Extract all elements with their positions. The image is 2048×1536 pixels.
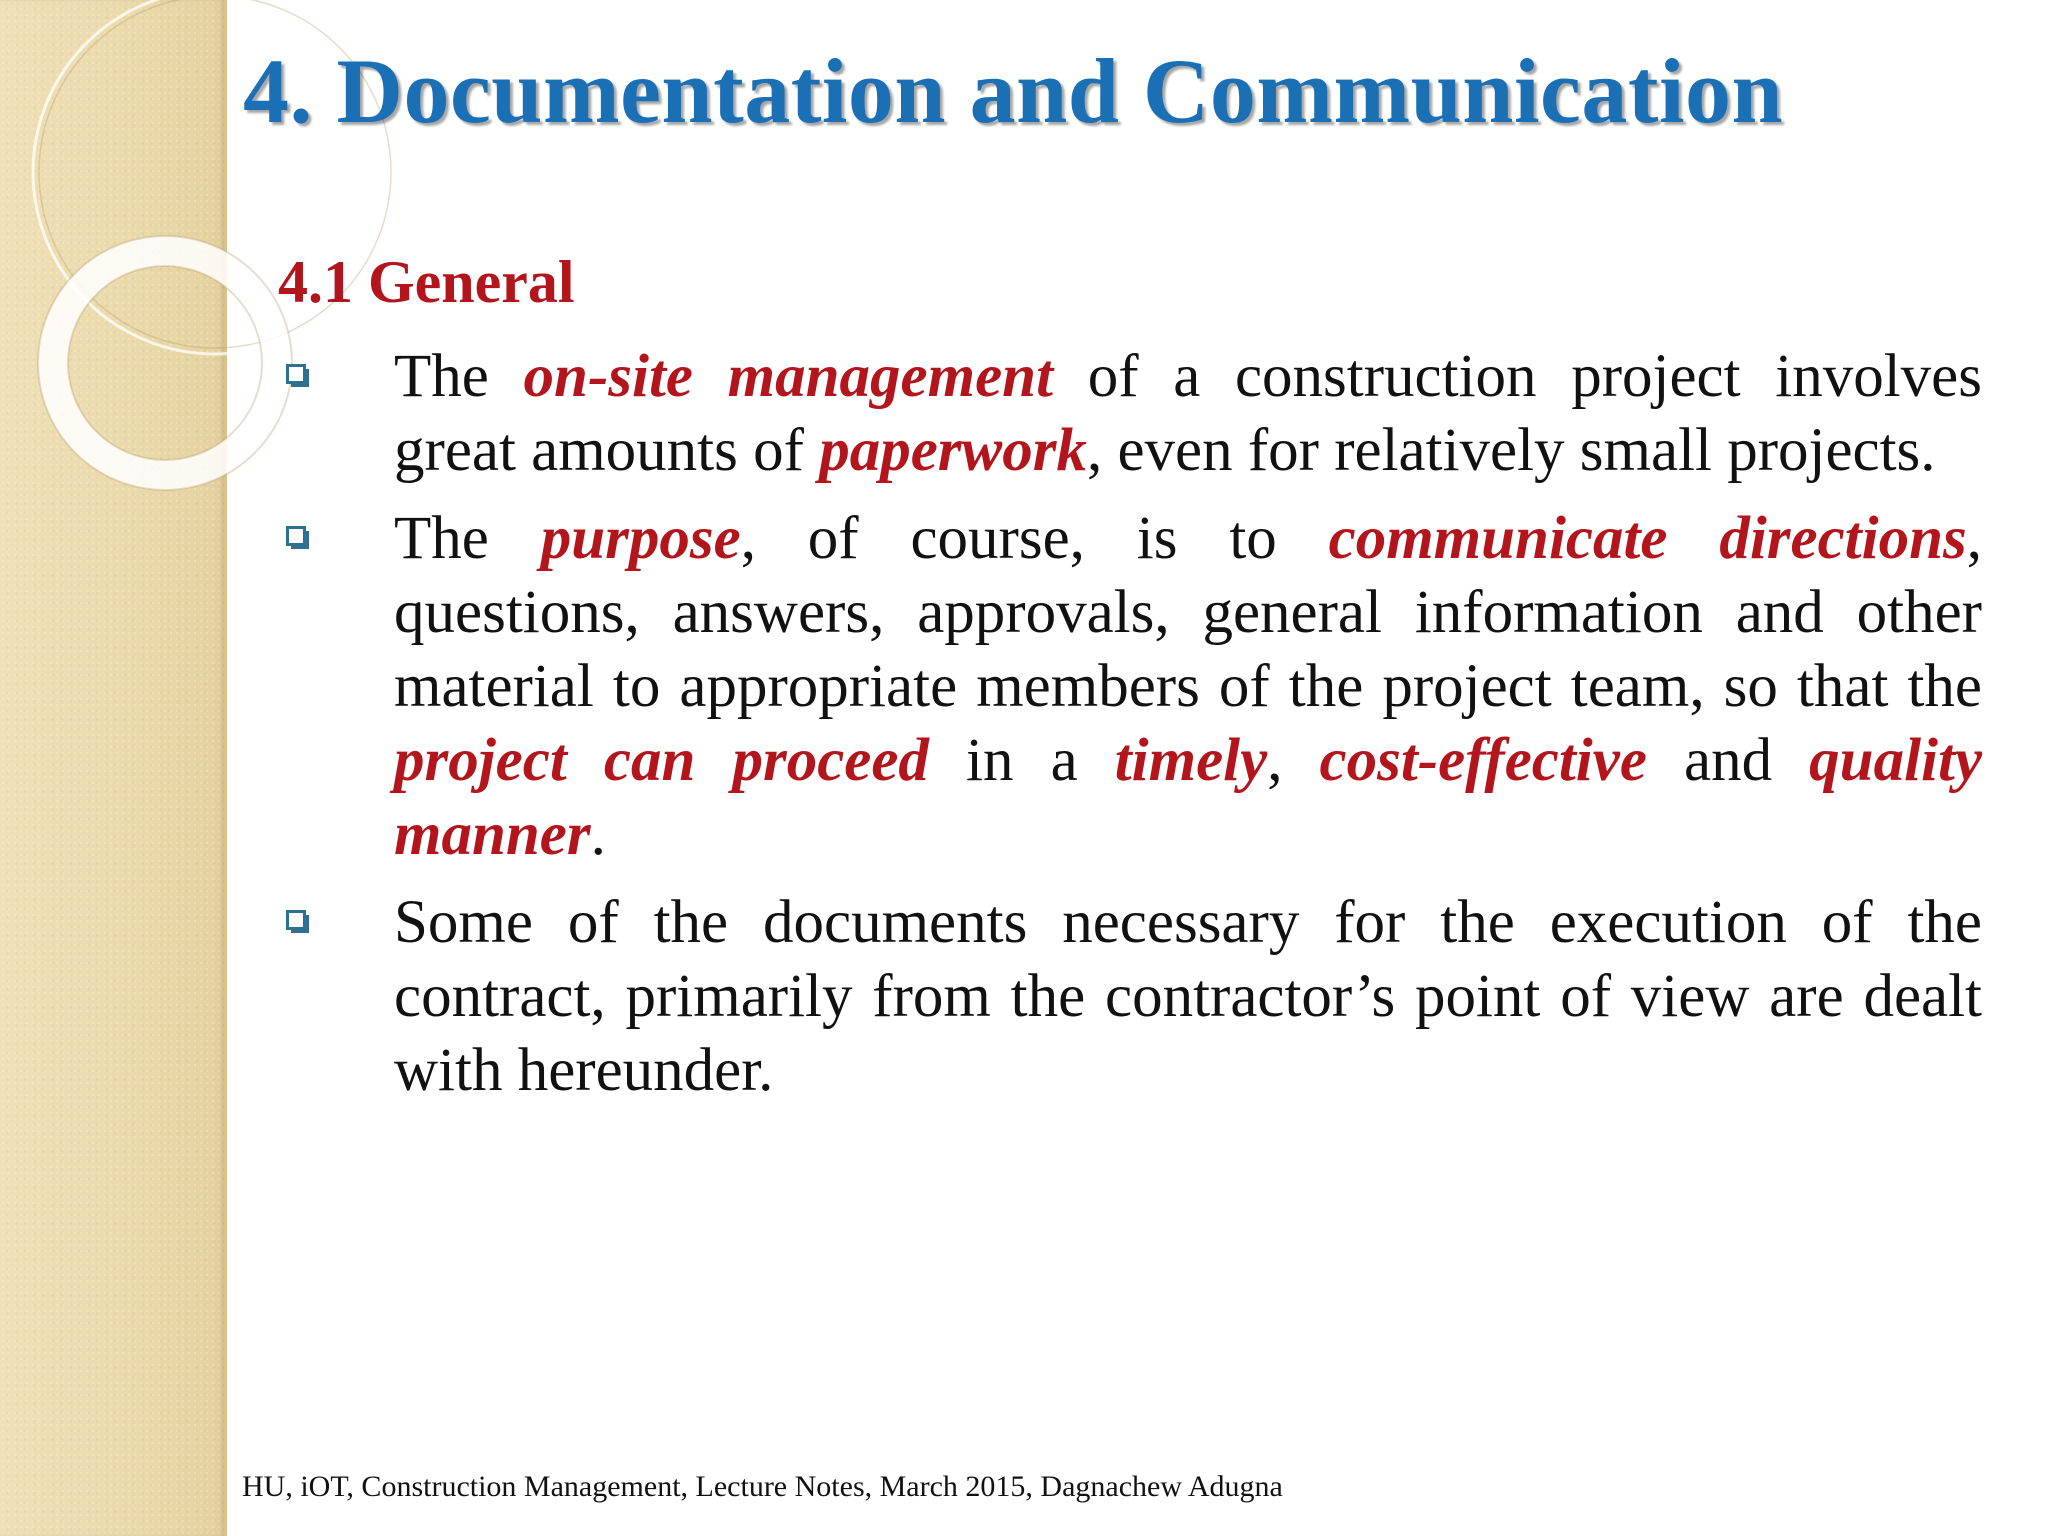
slide-footer: HU, iOT, Construction Management, Lecture Notes, March 2015, Dagnachew Adugna [242, 1470, 1283, 1503]
emphasized-phrase: paperwork [819, 417, 1087, 484]
emphasized-phrase: communicate directions [1328, 505, 1967, 572]
emphasized-phrase: on-site management [523, 343, 1054, 410]
text-segment: The [394, 505, 541, 572]
hollow-square-checkbox-icon [286, 364, 310, 388]
text-segment: , of course, is to [740, 505, 1329, 572]
section-subheading: 4.1 General [278, 249, 575, 315]
text-segment: , [1267, 727, 1320, 794]
text-segment: , questions, answers, approvals, general information and other material to appropriate members of the project team, so that the [394, 505, 1982, 720]
slide-title: 4. Documentation and Communication [243, 40, 1784, 142]
text-segment: . [590, 801, 606, 868]
hollow-square-checkbox-icon [286, 910, 310, 934]
emphasized-phrase: cost-effective [1319, 727, 1647, 794]
text-segment: and [1646, 727, 1810, 794]
text-segment: , even for relatively small projects. [1086, 417, 1936, 484]
hollow-square-checkbox-icon [286, 526, 310, 550]
emphasized-phrase: timely [1114, 727, 1268, 794]
text-segment: of a construction project involves great amounts of [394, 343, 1982, 484]
emphasized-phrase: project can proceed [394, 727, 929, 794]
bullet-text [394, 340, 1982, 488]
text-segment: Some of the documents necessary for the execution of the contract, primarily from the contractor’s point of view are dealt with hereunder. [394, 889, 1982, 1104]
emphasized-phrase: purpose [540, 505, 741, 572]
bullet-item [278, 340, 1982, 488]
emphasized-phrase: quality manner [394, 727, 1983, 868]
bullet-text [394, 886, 1982, 1108]
bullet-item [278, 502, 1982, 872]
bullet-item [278, 886, 1982, 1108]
text-segment: in a [928, 727, 1115, 794]
text-segment: The [394, 343, 524, 410]
bullet-list [278, 340, 1982, 1122]
bullet-text [394, 502, 1982, 872]
